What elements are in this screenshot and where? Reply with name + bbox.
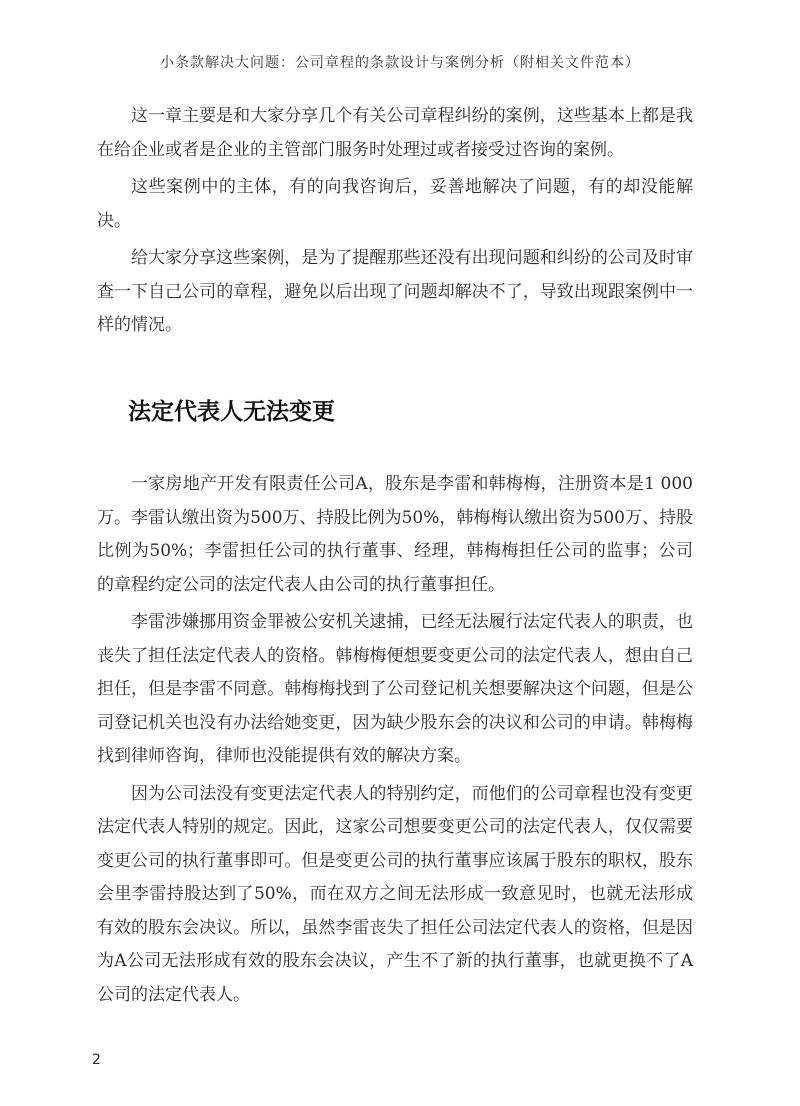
intro-paragraph-1: 这一章主要是和大家分享几个有关公司章程纠纷的案例，这些基本上都是我在给企业或者是企业的主管部门服务时处理过或者接受过咨询的案例。 xyxy=(97,106,693,160)
case-paragraph-1: 一家房地产开发有限责任公司A，股东是李雷和韩梅梅，注册资本是1 000万。李雷认缴出资为500万、持股比例为50%，韩梅梅认缴出资为500万、持股比例为50%；李雷担任公司的执行董事、经理，韩梅梅担任公司的监事；公司的章程约定公司的法定代表人由公司的执行董事担任。 xyxy=(97,474,693,595)
running-header: 小条款解决大问题：公司章程的条款设计与案例分析（附相关文件范本） xyxy=(160,55,640,71)
intro-section xyxy=(97,100,693,343)
case-paragraph-2: 李雷涉嫌挪用资金罪被公安机关逮捕，已经无法履行法定代表人的职责，也丧失了担任法定代表人的资格。韩梅梅便想要变更公司的法定代表人，想由自己担任，但是李雷不同意。韩梅梅找到了公司登记机关想要解决这个问题，但是公司登记机关也没有办法给她变更，因为缺少股东会的决议和公司的申请。韩梅梅找到律师咨询，律师也没能提供有效的解决方案。 xyxy=(97,612,693,766)
page-number: 2 xyxy=(92,1052,101,1068)
section-heading: 法定代表人无法变更 xyxy=(128,399,335,425)
case-paragraph-3: 因为公司法没有变更法定代表人的特别约定，而他们的公司章程也没有变更法定代表人特别的规定。因此，这家公司想要变更公司的法定代表人，仅仅需要变更公司的执行董事即可。但是变更公司的执行董事应该属于股东的职权，股东会里李雷持股达到了50%，而在双方之间无法形成一致意见时，也就无法形成有效的股东会决议。所以，虽然李雷丧失了担任公司法定代表人的资格，但是因为A公司无法形成有效的股东会决议，产生不了新的执行董事，也就更换不了A公司的法定代表人。 xyxy=(97,783,693,1005)
case-body xyxy=(97,468,693,1012)
intro-paragraph-3: 给大家分享这些案例，是为了提醒那些还没有出现问题和纠纷的公司及时审查一下自己公司的章程，避免以后出现了问题却解决不了，导致出现跟案例中一样的情况。 xyxy=(97,248,693,335)
intro-paragraph-2: 这些案例中的主体，有的向我咨询后，妥善地解决了问题，有的却没能解决。 xyxy=(97,177,693,231)
